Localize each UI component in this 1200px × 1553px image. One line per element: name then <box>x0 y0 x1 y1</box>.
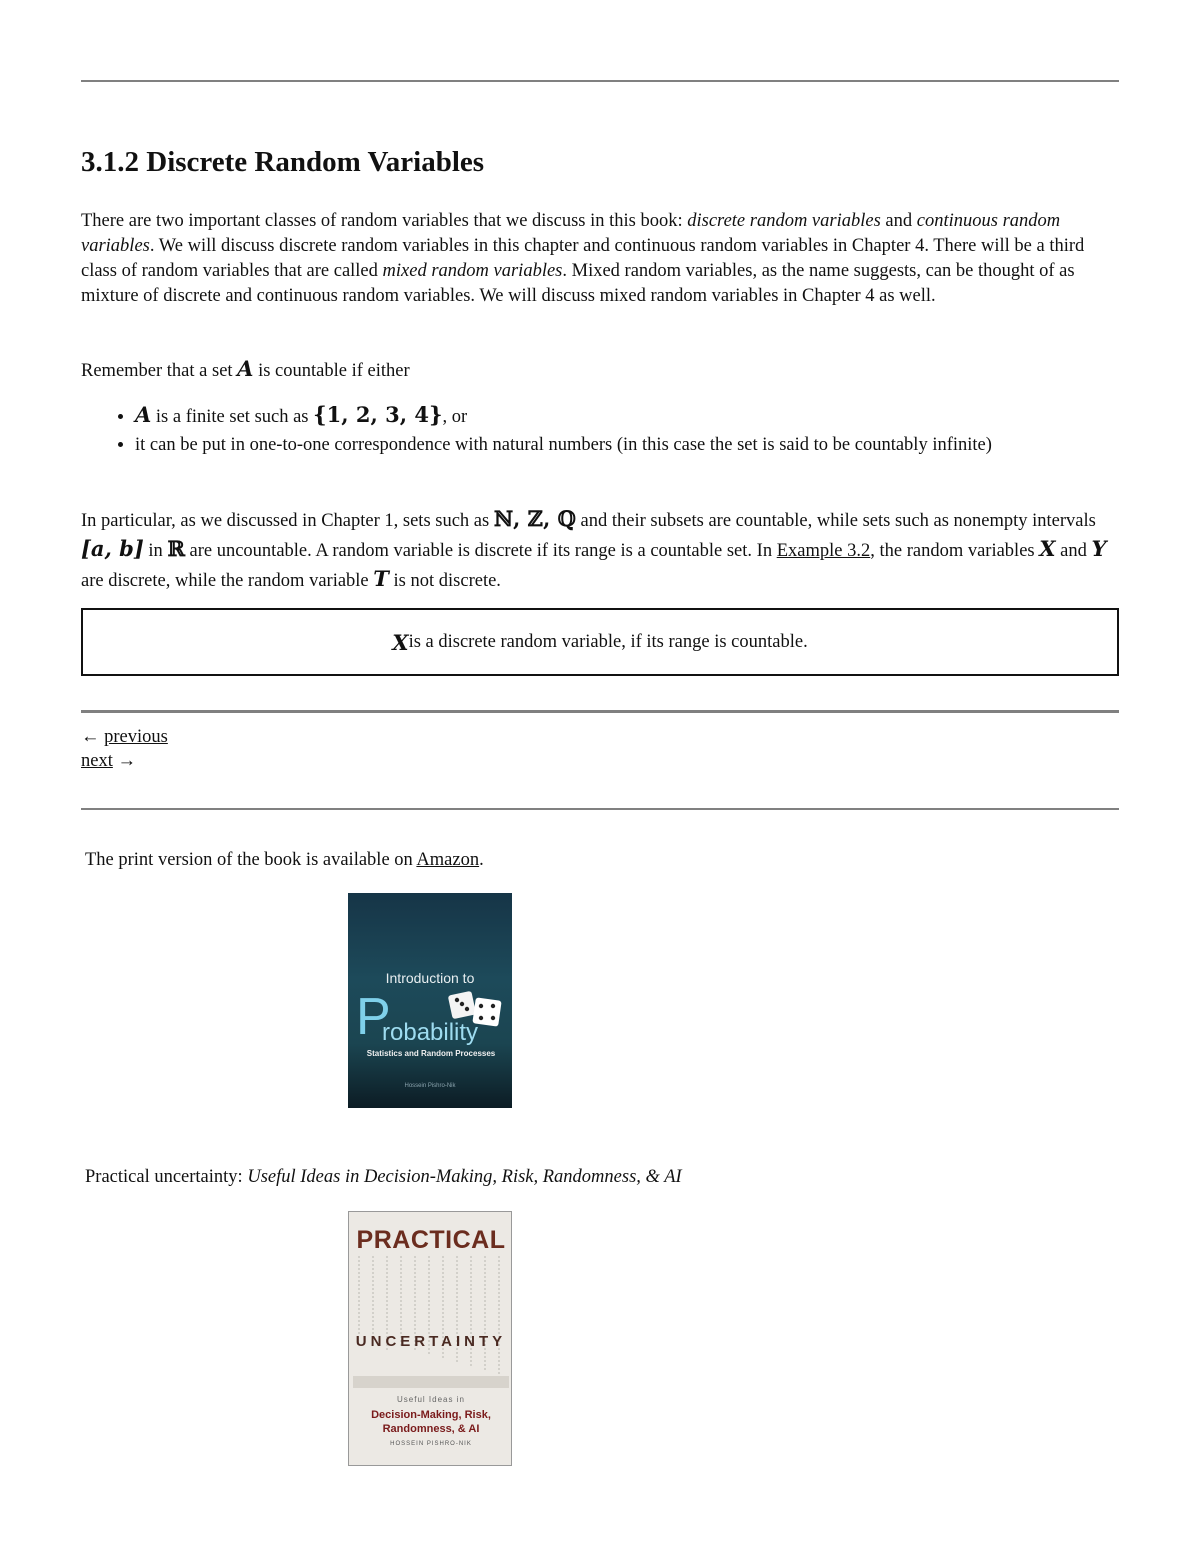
page-navigation <box>81 725 168 773</box>
math-reals: ℝ <box>167 536 185 561</box>
particular-text: and <box>1055 541 1092 561</box>
cover-uncertainty-word: UNCERTAINTY <box>355 1333 507 1350</box>
cover-author: HOSSEIN PISHRO-NIK <box>390 1441 472 1447</box>
term-discrete: discrete random variables <box>687 211 881 231</box>
bullet-text: it can be put in one-to-one correspondence with natural numbers (in this case the set is said to be countably infinite) <box>135 435 992 455</box>
nav-bottom-rule <box>81 808 1119 810</box>
bullet-text: , or <box>442 407 468 427</box>
cover-title: PRACTICAL <box>356 1226 506 1254</box>
term-mixed: mixed random variables <box>382 261 563 281</box>
cover-intro-text: Introduction to <box>385 970 475 986</box>
promo-text: Practical uncertainty: <box>85 1167 248 1187</box>
math-set: {1, 2, 3, 4} <box>313 402 443 427</box>
intro-text-2: and <box>880 211 917 231</box>
intro-paragraph <box>81 209 1121 309</box>
particular-text: , the random variables <box>870 541 1040 561</box>
list-item <box>135 433 1135 458</box>
remember-text-2: is countable if either <box>253 361 410 381</box>
cover-author: Hossein Pishro-Nik <box>404 1083 456 1089</box>
promo-text: . <box>479 850 484 870</box>
particular-text: is not discrete. <box>388 571 501 591</box>
probability-book-cover[interactable] <box>348 893 512 1108</box>
previous-link[interactable]: previous <box>104 727 168 747</box>
particular-text: In particular, as we discussed in Chapter 1, sets such as <box>81 511 494 531</box>
remember-paragraph <box>81 356 1121 384</box>
cover-title-rest: robability <box>382 1019 479 1046</box>
top-rule <box>81 80 1119 82</box>
definition-box <box>81 608 1119 676</box>
cover-title-initial: P <box>356 988 391 1046</box>
book-title: Useful Ideas in Decision-Making, Risk, Randomness, & AI <box>247 1167 682 1187</box>
right-arrow-icon: → <box>112 751 136 771</box>
next-link[interactable]: next <box>81 751 113 771</box>
particular-text: and their subsets are countable, while sets such as nonempty intervals <box>575 511 1096 531</box>
particular-text: are uncountable. A random variable is discrete if its range is a countable set. In <box>184 541 777 561</box>
math-var-x: X <box>392 629 409 655</box>
intro-text-3: . We will discuss discrete random variables in this chapter and continuous random variables in Chapter 4. There will be a third class of random variables that are called <box>81 236 1085 281</box>
math-var-t: T <box>373 566 389 591</box>
math-number-sets: ℕ, ℤ, ℚ <box>493 506 576 531</box>
hanging-letters-graphic <box>349 1256 512 1391</box>
particular-paragraph <box>81 505 1121 595</box>
intro-text-1: There are two important classes of random variables that we discuss in this book: <box>81 211 688 231</box>
amazon-link[interactable]: Amazon <box>416 850 480 870</box>
remember-text-1: Remember that a set <box>81 361 238 381</box>
math-var-a: A <box>135 402 152 427</box>
practical-uncertainty-note <box>85 1165 1125 1190</box>
cover-subtitle-intro: Useful Ideas in <box>397 1395 465 1404</box>
list-item <box>135 402 1135 430</box>
page-title: 3.1.2 Discrete Random Variables <box>81 146 485 178</box>
math-interval: [a, b] <box>81 536 144 561</box>
example-3-2-link[interactable]: Example 3.2 <box>776 541 871 561</box>
practical-uncertainty-book-cover[interactable] <box>348 1211 512 1466</box>
promo-text: The print version of the book is available on <box>85 850 417 870</box>
bullet-text: is a finite set such as <box>151 407 314 427</box>
particular-text: are discrete, while the random variable <box>81 571 374 591</box>
left-arrow-icon: ← <box>81 727 105 747</box>
math-var-x: X <box>1039 536 1056 561</box>
math-var-y: Y <box>1091 536 1107 561</box>
countable-conditions-list <box>81 402 1135 461</box>
cover-subtitle: Decision-Making, Risk, Randomness, & AI <box>371 1409 491 1435</box>
nav-top-rule <box>81 710 1119 713</box>
intro-text-4: . Mixed random variables, as the name suggests, can be thought of as mixture of discrete and continuous random variables. We will discuss mixed random variables in Chapter 4 as well. <box>81 261 1075 306</box>
term-continuous: continuous random variables <box>81 211 1061 256</box>
cover-subtitle: Statistics and Random Processes <box>366 1049 496 1058</box>
math-var-a: A <box>237 356 254 381</box>
particular-text: in <box>143 541 168 561</box>
definition-text: is a discrete random variable, if its range is countable. <box>408 631 808 652</box>
print-version-note <box>85 848 1125 873</box>
